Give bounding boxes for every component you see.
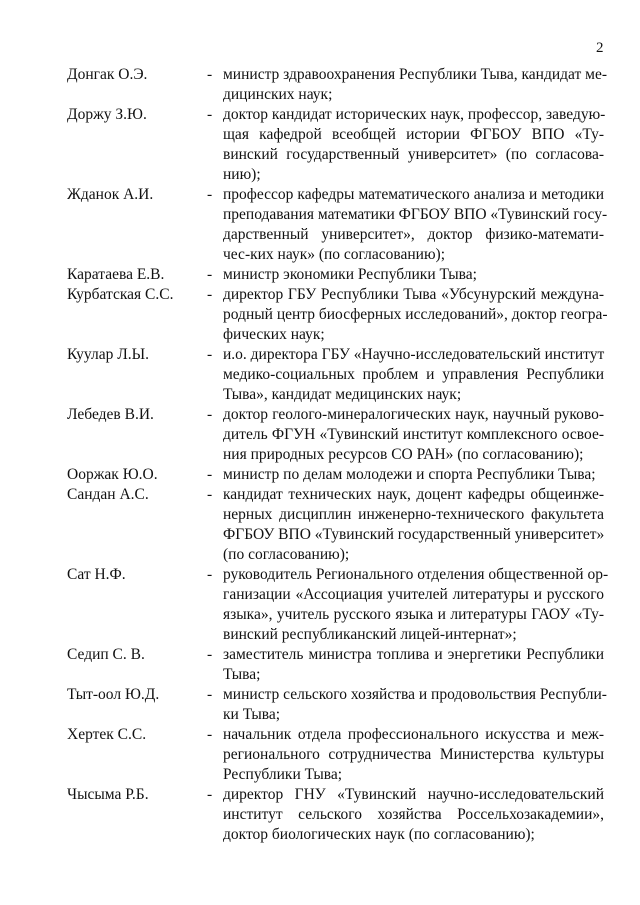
- description-line: винский государственный университет» (по согласова-: [223, 146, 604, 163]
- description-line: директор ГБУ Республики Тыва «Убсунурский междуна-: [223, 286, 604, 303]
- entry-dash: -: [207, 466, 213, 483]
- description-line: нию);: [223, 166, 261, 183]
- page-number: 2: [596, 40, 604, 56]
- description-line: руководитель Регионального отделения общественной ор-: [223, 566, 609, 583]
- description-line: профессор кафедры математического анализа и методики: [223, 186, 604, 203]
- entry-dash: -: [207, 406, 213, 423]
- member-description: [223, 285, 608, 345]
- member-name: Каратаева Е.В.: [67, 266, 165, 283]
- member-description: [223, 685, 607, 725]
- description-line: министр экономики Республики Тыва;: [223, 266, 477, 283]
- description-line: родный центр биосферных исследований», доктор геогра-: [223, 306, 608, 323]
- member-name: Лебедев В.И.: [67, 406, 154, 423]
- description-line: ки Тыва;: [223, 706, 281, 723]
- member-description: [223, 725, 604, 785]
- description-line: регионального сотрудничества Министерства культуры: [223, 746, 604, 763]
- member-name: Ооржак Ю.О.: [67, 466, 158, 483]
- entry-dash: -: [207, 486, 213, 503]
- member-description: [223, 65, 607, 105]
- entry-dash: -: [207, 186, 213, 203]
- member-description: [223, 345, 604, 405]
- description-line: кандидат технических наук, доцент кафедры общеинже-: [223, 486, 604, 503]
- member-name: Донгак О.Э.: [67, 66, 148, 83]
- entry-dash: -: [207, 566, 213, 583]
- description-line: начальник отдела профессионального искусства и меж-: [223, 726, 604, 743]
- member-description: [223, 565, 609, 645]
- entry-dash: -: [207, 346, 213, 363]
- description-line: ФГБОУ ВПО «Тувинский государственный университет»: [223, 526, 605, 543]
- description-line: нерных дисциплин инженерно-технического факультета: [223, 506, 604, 523]
- description-line: дарственный университет», доктор физико-математи-: [223, 226, 604, 243]
- description-line: дитель ФГУН «Тувинский институт комплексного освое-: [223, 426, 604, 443]
- description-line: министр сельского хозяйства и продовольствия Республи-: [223, 686, 607, 703]
- description-line: директор ГНУ «Тувинский научно-исследовательский: [223, 786, 604, 803]
- description-line: дицинских наук;: [223, 86, 333, 103]
- member-name: Курбатская С.С.: [67, 286, 174, 303]
- description-line: медико-социальных проблем и управления Республики: [223, 366, 604, 383]
- description-line: фических наук;: [223, 326, 325, 343]
- description-line: доктор геолого-минералогических наук, научный руково-: [223, 406, 604, 423]
- member-description: [223, 265, 604, 285]
- member-name: Чысыма Р.Б.: [67, 786, 149, 803]
- member-description: [223, 785, 604, 845]
- description-line: институт сельского хозяйства Россельхозакадемии»,: [223, 806, 604, 823]
- entry-dash: -: [207, 646, 213, 663]
- description-line: доктор кандидат исторических наук, профессор, заведую-: [223, 106, 606, 123]
- description-line: чес-ких наук» (по согласованию);: [223, 246, 446, 263]
- member-description: [223, 185, 608, 265]
- description-line: ния природных ресурсов СО РАН» (по согласованию);: [223, 446, 584, 463]
- description-line: Республики Тыва;: [223, 766, 343, 783]
- entry-dash: -: [207, 286, 213, 303]
- member-description: [223, 645, 604, 685]
- member-name: Тыт-оол Ю.Д.: [67, 686, 160, 703]
- description-line: заместитель министра топлива и энергетики Республики: [223, 646, 604, 663]
- description-line: и.о. директора ГБУ «Научно-исследовательский институт: [223, 346, 605, 363]
- member-name: Хертек С.С.: [67, 726, 147, 743]
- member-name: Жданок А.И.: [67, 186, 154, 203]
- description-line: (по согласованию);: [223, 546, 350, 563]
- entry-dash: -: [207, 686, 213, 703]
- description-line: министр здравоохранения Республики Тыва, кандидат ме-: [223, 66, 607, 83]
- member-name: Седип С. В.: [67, 646, 145, 663]
- member-name: Сандан А.С.: [67, 486, 149, 503]
- member-name: Куулар Л.Ы.: [67, 346, 150, 363]
- description-line: Тыва», кандидат медицинских наук;: [223, 386, 462, 403]
- entry-dash: -: [207, 106, 213, 123]
- member-description: [223, 485, 604, 565]
- member-description: [223, 465, 604, 485]
- entry-dash: -: [207, 786, 213, 803]
- description-line: щая кафедрой всеобщей истории ФГБОУ ВПО «Ту-: [223, 126, 604, 143]
- description-line: винский республиканский лицей-интернат»;: [223, 626, 517, 643]
- entry-dash: -: [207, 66, 213, 83]
- description-line: ганизации «Ассоциация учителей литературы и русского: [223, 586, 604, 603]
- member-name: Доржу З.Ю.: [67, 106, 147, 123]
- member-name: Сат Н.Ф.: [67, 566, 126, 583]
- description-line: Тыва;: [223, 666, 261, 683]
- description-line: языка», учитель русского языка и литературы ГАОУ «Ту-: [223, 606, 604, 623]
- description-line: преподавания математики ФГБОУ ВПО «Тувинский госу-: [223, 206, 608, 223]
- entry-dash: -: [207, 726, 213, 743]
- description-line: министр по делам молодежи и спорта Республики Тыва;: [223, 466, 596, 483]
- member-description: [223, 105, 604, 185]
- member-description: [223, 405, 604, 465]
- description-line: доктор биологических наук (по согласованию);: [223, 826, 535, 843]
- entry-dash: -: [207, 266, 213, 283]
